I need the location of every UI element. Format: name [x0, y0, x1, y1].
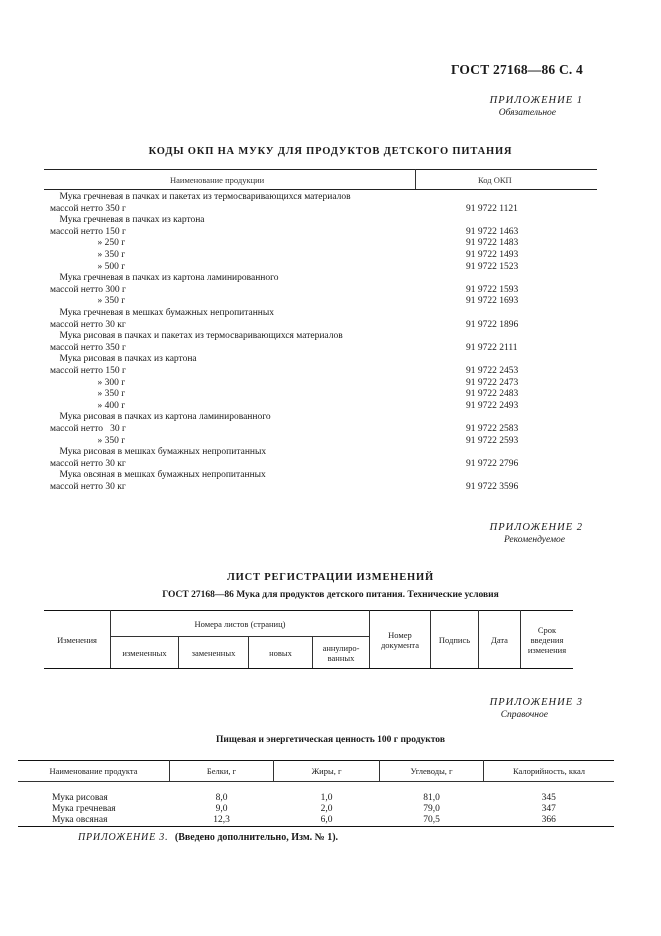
table-row [44, 296, 604, 308]
table-row [44, 273, 604, 285]
product-name: Мука гречневая в мешках бумажных непропитанных [50, 308, 275, 318]
cancelled-line-1: аннулиро- [322, 642, 360, 653]
cancelled-line-2: ванных [327, 652, 355, 663]
table-row [44, 378, 604, 390]
fat-value: 2,0 [320, 804, 333, 814]
product-name: » 350 г [50, 389, 126, 400]
okp-code: 91 9722 1463 [466, 226, 519, 237]
okp-code: 91 9722 1483 [466, 238, 519, 249]
okp-code: 91 9722 1121 [466, 203, 518, 214]
table-row [18, 793, 614, 804]
product-name: массой нетто 30 кг [50, 458, 126, 469]
product-name: массой нетто 300 г [50, 284, 126, 295]
okp-code: 91 9722 2111 [466, 342, 518, 353]
table-row [44, 482, 604, 494]
table-row [44, 331, 604, 343]
table-row [18, 804, 614, 815]
product-name: массой нетто 350 г [50, 203, 126, 214]
kcal-value: 345 [541, 793, 556, 803]
table-row [44, 459, 604, 471]
product-name: массой нетто 150 г [50, 366, 126, 376]
header-changes: Изменения [44, 611, 111, 669]
okp-code: 91 9722 2593 [466, 435, 519, 446]
table-row [44, 204, 604, 216]
header-product: Наименование продукта [18, 761, 170, 782]
carbs-value: 70,5 [380, 815, 484, 827]
appendix-3-title: Пищевая и энергетическая ценность 100 г продуктов [216, 735, 445, 745]
change-registration-table [44, 610, 573, 669]
product-name: Мука гречневая в пачках из картона ламинированного [50, 273, 279, 284]
doc-number-line-1: Номер [388, 629, 412, 640]
product-name: массой нетто 350 г [50, 342, 126, 353]
header-changed: измененных [111, 637, 179, 669]
table-row [18, 815, 614, 827]
product-name: » 300 г [50, 377, 126, 388]
okp-code: 91 9722 2796 [466, 458, 519, 469]
table-row [44, 215, 604, 227]
carbs-value: 81,0 [423, 793, 440, 803]
term-line-1: Срок [537, 624, 557, 635]
header-fat: Жиры, г [274, 761, 380, 782]
appendix-2-title: ЛИСТ РЕГИСТРАЦИИ ИЗМЕНЕНИЙ [227, 572, 434, 583]
column-header-name: Наименование продукции [170, 175, 265, 185]
table-row [44, 447, 604, 459]
table-row [44, 424, 604, 436]
okp-code: 91 9722 1693 [466, 296, 519, 307]
protein-value: 8,0 [215, 793, 228, 803]
header-cancelled [313, 637, 370, 669]
appendix-2-label: ПРИЛОЖЕНИЕ 2 [489, 522, 583, 533]
fat-value: 1,0 [320, 793, 333, 803]
footnote [78, 832, 338, 843]
product-name: » 350 г [50, 250, 126, 260]
okp-code: 91 9722 1593 [466, 284, 519, 295]
footnote-label: ПРИЛОЖЕНИЕ 3. [78, 832, 169, 843]
header-sheet-numbers: Номера листов (страниц) [111, 611, 370, 637]
protein-value: 12,3 [170, 815, 274, 827]
product-name: массой нетто 30 кг [50, 482, 126, 492]
header-kcal: Калорийность, ккал [484, 761, 615, 782]
header-protein: Белки, г [170, 761, 274, 782]
header-date: Дата [479, 611, 521, 669]
okp-code: 91 9722 1493 [466, 250, 519, 260]
product-name: » 250 г [50, 238, 126, 249]
nutrition-table [18, 760, 614, 827]
product-name: Мука рисовая [52, 793, 108, 803]
okp-code: 91 9722 2473 [466, 377, 519, 388]
appendix-2-status: Рекомендуемое [503, 535, 565, 545]
table-row [44, 366, 604, 378]
term-line-2: введения [530, 634, 564, 645]
table-row [44, 354, 604, 366]
doc-number-line-2: документа [380, 639, 419, 650]
product-name: массой нетто 30 г [50, 424, 126, 434]
appendix-1-title: КОДЫ ОКП НА МУКУ ДЛЯ ПРОДУКТОВ ДЕТСКОГО ПИТАНИЯ [148, 146, 513, 157]
product-name: » 500 г [50, 261, 126, 272]
product-name: Мука рисовая в пачках и пакетах из термосваривающихся материалов [50, 331, 343, 342]
table-header-border [44, 189, 597, 190]
okp-code: 91 9722 2453 [466, 366, 519, 376]
table-row [44, 250, 604, 262]
header-carbs: Углеводы, г [380, 761, 484, 782]
table-top-border [44, 169, 597, 170]
column-header-code: Код ОКП [478, 175, 512, 185]
header-replaced: замененных [179, 637, 249, 669]
table-row [44, 389, 604, 401]
okp-code: 91 9722 2483 [466, 389, 519, 400]
kcal-value: 366 [484, 815, 615, 827]
table-row [44, 320, 604, 332]
product-name: Мука овсяная [18, 815, 170, 827]
table-row [44, 401, 604, 413]
product-name: » 350 г [50, 296, 126, 307]
product-name: Мука гречневая в пачках из картона [50, 215, 205, 226]
product-name: Мука рисовая в мешках бумажных непропитанных [50, 447, 267, 458]
table-row [44, 285, 604, 297]
product-name: Мука овсяная в мешках бумажных непропитанных [50, 470, 266, 481]
protein-value: 9,0 [215, 804, 228, 814]
header-new: новых [249, 637, 313, 669]
table-row [44, 227, 604, 239]
appendix-1-label: ПРИЛОЖЕНИЕ 1 [489, 95, 583, 106]
table-row [44, 436, 604, 448]
product-name: Мука рисовая в пачках из картона [50, 354, 197, 365]
table-row [44, 470, 604, 482]
product-name: Мука гречневая [52, 804, 116, 814]
table-row [44, 308, 604, 320]
table-row [44, 412, 604, 424]
product-name: массой нетто 30 кг [50, 319, 126, 330]
product-name: Мука гречневая в пачках и пакетах из термосваривающихся материалов [50, 192, 351, 202]
appendix-3-label: ПРИЛОЖЕНИЕ 3 [489, 697, 583, 708]
header-signature: Подпись [431, 611, 479, 669]
okp-code: 91 9722 2493 [466, 400, 519, 411]
appendix-1-status: Обязательное [498, 108, 556, 118]
okp-code: 91 9722 3596 [466, 482, 519, 492]
okp-code: 91 9722 2583 [466, 424, 519, 434]
carbs-value: 79,0 [423, 804, 440, 814]
product-name: » 350 г [50, 435, 126, 446]
term-line-3: изменения [527, 644, 567, 655]
okp-code: 91 9722 1896 [466, 319, 519, 330]
table-row [44, 262, 604, 274]
table-row [44, 192, 604, 204]
appendix-3-status: Справочное [500, 710, 548, 720]
okp-code: 91 9722 1523 [466, 261, 519, 272]
product-name: » 400 г [50, 400, 126, 411]
fat-value: 6,0 [274, 815, 380, 827]
header-term [521, 611, 574, 669]
appendix-2-subtitle: ГОСТ 27168—86 Мука для продуктов детского питания. Технические условия [162, 590, 499, 600]
header-doc-number [370, 611, 431, 669]
product-name: Мука рисовая в пачках из картона ламинированного [50, 412, 271, 423]
kcal-value: 347 [541, 804, 556, 814]
table-row [44, 238, 604, 250]
document-reference: ГОСТ 27168—86 С. 4 [450, 62, 583, 77]
table-column-divider [415, 169, 416, 189]
product-name: массой нетто 150 г [50, 226, 126, 237]
table-row [44, 343, 604, 355]
footnote-text: (Введено дополнительно, Изм. № 1). [174, 832, 339, 843]
